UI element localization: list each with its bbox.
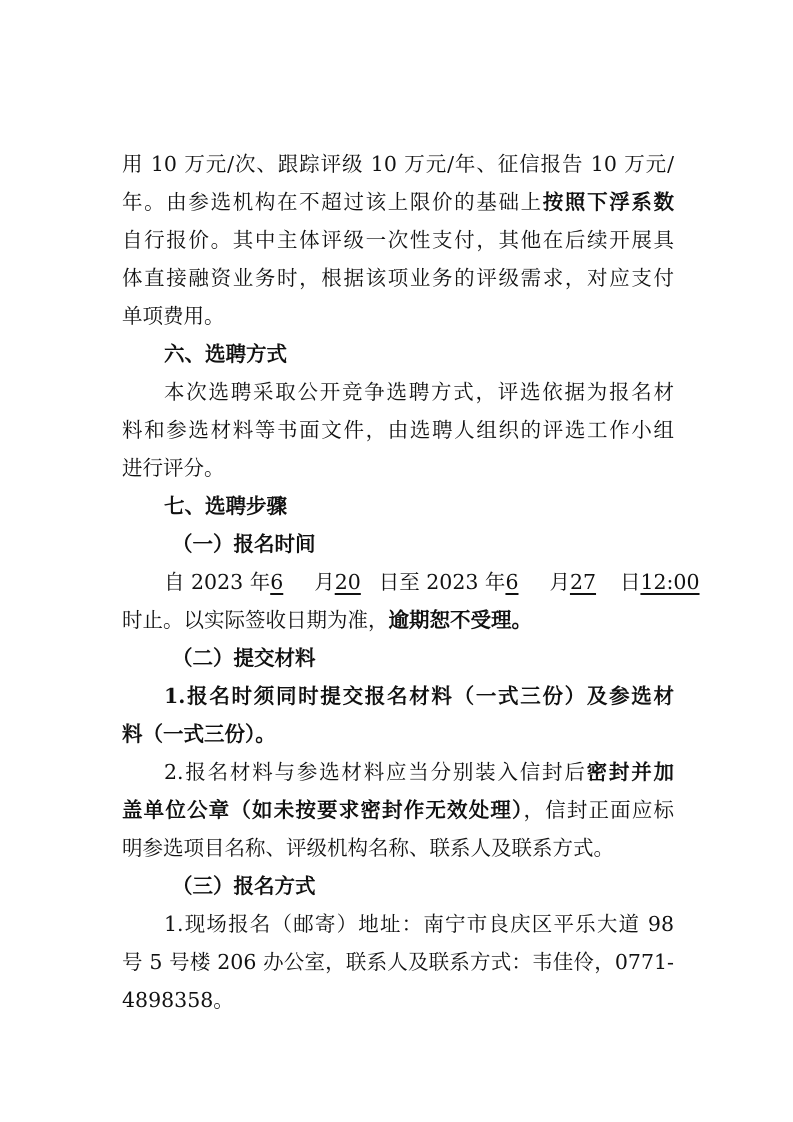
address-line-3: 4898358。 [122, 988, 234, 1012]
fee-line-2-text: 年。由参选机构在不超过该上限价的基础上 [122, 190, 543, 214]
materials-item-2-line-3: 明参选项目名称、评级机构名称、联系人及联系方式。 [122, 836, 614, 860]
section-6-line-1: 本次选聘采取公开竞争选聘方式，评选依据为报名材 [164, 380, 674, 404]
start-day: 20 [334, 570, 361, 594]
fee-line-2-bold: 按照下浮系数 [542, 190, 675, 214]
fee-line-2 [122, 183, 674, 221]
section-6-heading: 六、选聘方式 [164, 342, 287, 366]
fee-line-5: 单项费用。 [122, 304, 225, 328]
fee-line-1: 用 10 万元/次、跟踪评级 10 万元/年、征信报告 10 万元/ [122, 152, 674, 176]
section-6-line-2: 料和参选材料等书面文件，由选聘人组织的评选工作小组 [122, 418, 674, 442]
day-text-2: 日 [619, 570, 641, 594]
registration-period-line [164, 563, 700, 601]
section-6-line-3: 进行评分。 [122, 456, 225, 480]
address-line-1: 1.现场报名（邮寄）地址：南宁市良庆区平乐大道 98 [164, 912, 674, 936]
fee-line-3: 自行报价。其中主体评级一次性支付，其他在后续开展具 [122, 228, 674, 252]
period-from-text: 自 2023 年 [164, 570, 271, 594]
start-month: 6 [270, 570, 284, 594]
end-month: 6 [505, 570, 519, 594]
section-7-heading: 七、选聘步骤 [164, 494, 287, 518]
materials-item-1-line-2: 料（一式三份）。 [122, 722, 276, 746]
materials-item-1-line-1: 1.报名时须同时提交报名材料（一式三份）及参选材 [164, 684, 674, 708]
end-time: 12:00 [640, 570, 700, 594]
end-day: 27 [569, 570, 597, 594]
fee-line-4: 体直接融资业务时，根据该项业务的评级需求，对应支付 [122, 266, 674, 290]
deadline-text: 时止。以实际签收日期为准， [122, 608, 389, 632]
materials-item-2-text: 2.报名材料与参选材料应当分别装入信封后 [164, 760, 587, 784]
materials-item-2-bold: 密封并加 [586, 760, 675, 784]
period-to-text: 日至 2023 年 [378, 570, 506, 594]
sub-3-heading: （三）报名方式 [172, 874, 316, 898]
sub-1-heading: （一）报名时间 [172, 532, 316, 556]
seal-requirement: 盖单位公章（如未按要求密封作无效处理） [122, 798, 524, 822]
materials-item-2-line-2 [122, 791, 674, 829]
envelope-text: ，信封正面应标 [523, 798, 675, 822]
sub-2-heading: （二）提交材料 [172, 646, 316, 670]
month-text-2: 月 [549, 570, 570, 594]
materials-item-2-line-1 [164, 753, 674, 791]
address-line-2: 号 5 号楼 206 办公室，联系人及联系方式：韦佳伶，0771- [122, 950, 674, 974]
late-not-accepted: 逾期恕不受理。 [388, 608, 532, 632]
month-text-1: 月 [314, 570, 335, 594]
registration-period-line-2 [122, 601, 674, 639]
